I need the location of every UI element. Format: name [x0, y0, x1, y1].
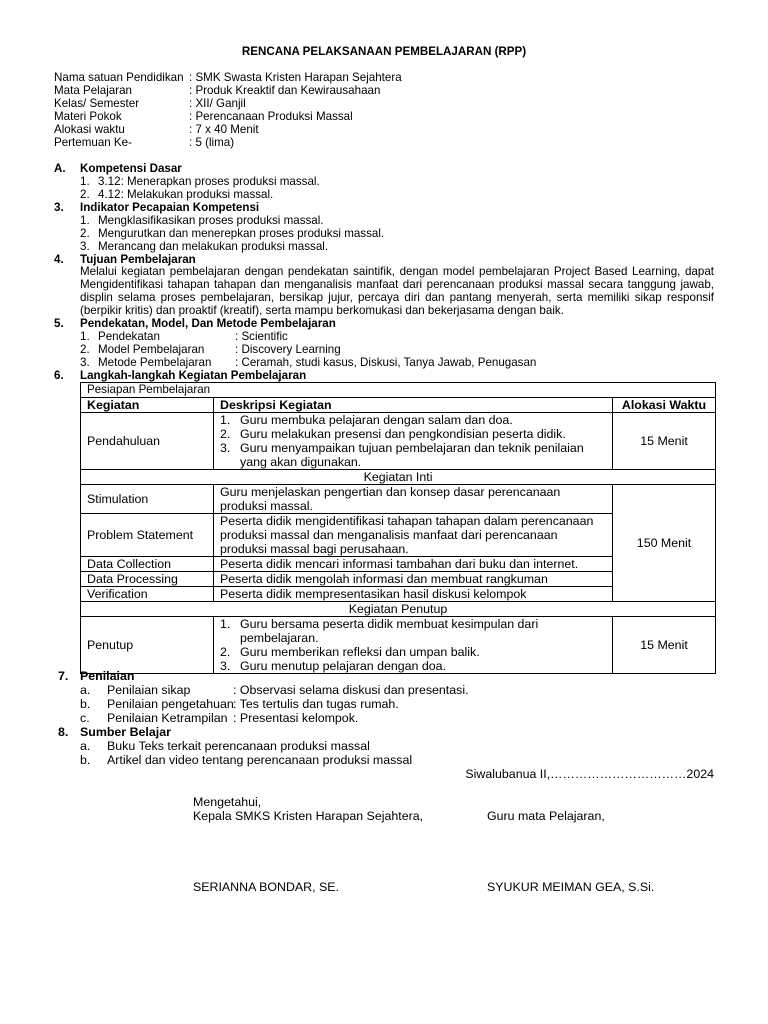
column-header: Deskripsi Kegiatan: [214, 398, 613, 413]
table-row: [81, 485, 716, 514]
activity-time: 15 Menit: [613, 413, 716, 470]
section-heading: Penilaian: [80, 669, 135, 683]
section-label: Kegiatan Penutup: [81, 602, 716, 617]
info-value: : SMK Swasta Kristen Harapan Sejahtera: [189, 71, 402, 84]
info-label: Nama satuan Pendidikan: [54, 71, 184, 84]
activity-name: Data Processing: [81, 572, 214, 587]
section-number: 5.: [54, 317, 64, 330]
activity-name: Stimulation: [81, 485, 214, 514]
activity-description: Peserta didik mempresentasikan hasil diskusi kelompok: [214, 587, 613, 602]
list-value: : Observasi selama diskusi dan presentasi.: [233, 683, 469, 697]
list-value: : Ceramah, studi kasus, Diskusi, Tanya Jawab, Penugasan: [235, 356, 537, 369]
list-item: 4.12: Melakukan produksi massal.: [98, 188, 274, 201]
info-value: : 5 (lima): [189, 136, 235, 149]
section-heading: Indikator Pecapaian Kompetensi: [80, 201, 260, 214]
activity-time: 150 Menit: [613, 485, 716, 602]
activity-name: Penutup: [81, 617, 214, 674]
activity-description: Peserta didik mengidentifikasi tahapan tahapan dalam perencanaan produksi massal dan menganalisis manfaat dari perencanaan produksi massal bagi perusahaan.: [214, 514, 613, 557]
info-value: : Perencanaan Produksi Massal: [189, 110, 353, 123]
section-number: A.: [54, 162, 66, 175]
prep-label: Pesiapan Pembelajaran: [81, 383, 716, 398]
table-row: [81, 470, 716, 485]
list-number: 1.: [80, 214, 90, 227]
list-number: b.: [80, 753, 91, 767]
list-value: : Scientific: [235, 330, 288, 343]
activity-description: Peserta didik mengolah informasi dan membuat rangkuman: [214, 572, 613, 587]
section-heading: Sumber Belajar: [80, 725, 171, 739]
list-item: Mengurutkan dan menerepkan proses produksi massal.: [98, 227, 385, 240]
list-value: : Presentasi kelompok.: [233, 711, 359, 725]
list-number: 2.: [80, 343, 90, 356]
column-header: Kegiatan: [81, 398, 214, 413]
place-date: Siwalubanua II,……………………………2024: [465, 767, 714, 781]
list-number: 3.: [80, 356, 90, 369]
objective-paragraph: Melalui kegiatan pembelajaran dengan pendekatan saintifik, dengan model pembelajaran Project Based Learning, dapat Mengidentifikasi tahapan tahapan dan menganalisis manfaat dari perencanaan produksi massal secara tanggung jawab, displin selama proses pembelajaran, bersikap jujur, percaya diri dan pantang menyerah, serta memiliki sikap responsif (berpikir kritis) dan proaktif (kreatif), serta mampu berkomukasi dan bekerjasama dengan baik.: [80, 265, 714, 317]
list-item: 3.12: Menerapkan proses produksi massal.: [98, 175, 320, 188]
activity-name: Verification: [81, 587, 214, 602]
info-value: : XII/ Ganjil: [189, 97, 246, 110]
info-label: Mata Pelajaran: [54, 84, 132, 97]
list-item: 1. Guru bersama peserta didik membuat kesimpulan dari pembelajaran.: [220, 617, 539, 645]
list-number: a.: [80, 739, 91, 753]
activity-description: [214, 413, 613, 470]
activity-time: 15 Menit: [613, 617, 716, 674]
list-number: 1.: [80, 175, 90, 188]
list-item: 2. Guru melakukan presensi dan pengkondisian peserta didik.: [220, 427, 566, 441]
list-label: Penilaian pengetahuan: [107, 697, 234, 711]
table-header-row: [81, 398, 716, 413]
list-label: Penilaian sikap: [107, 683, 191, 697]
list-value: : Tes tertulis dan tugas rumah.: [233, 697, 399, 711]
table-row: [81, 602, 716, 617]
section-number: 7.: [58, 669, 69, 683]
document-title: RENCANA PELAKSANAAN PEMBELAJARAN (RPP): [241, 45, 527, 58]
section-number: 8.: [58, 725, 69, 739]
list-item: Merancang dan melakukan produksi massal.: [98, 240, 329, 253]
list-item: 2. Guru memberikan refleksi dan umpan balik.: [220, 645, 480, 659]
section-heading: Langkah-langkah Kegiatan Pembelajaran: [80, 369, 307, 382]
list-item: 3. Guru menutup pelajaran dengan doa.: [220, 659, 446, 673]
activity-description: Guru menjelaskan pengertian dan konsep dasar perencanaan produksi massal.: [214, 485, 613, 514]
list-number: c.: [80, 711, 90, 725]
activity-description: [214, 617, 613, 674]
list-item: 3. Guru menyampaikan tujuan pembelajaran dan teknik penilaian yang akan digunakan.: [220, 441, 584, 469]
list-item: 1. Guru membuka pelajaran dengan salam dan doa.: [220, 413, 513, 427]
section-label: Kegiatan Inti: [81, 470, 716, 485]
section-heading: Kompetensi Dasar: [80, 162, 182, 175]
section-heading: Pendekatan, Model, Dan Metode Pembelajaran: [80, 317, 336, 330]
section-number: 4.: [54, 253, 64, 266]
headmaster-title: Kepala SMKS Kristen Harapan Sejahtera,: [193, 809, 424, 823]
table-row: [81, 617, 716, 674]
list-label: Penilaian Ketrampilan: [107, 711, 228, 725]
table-row: [81, 383, 716, 398]
activity-name: Pendahuluan: [81, 413, 214, 470]
teacher-title: Guru mata Pelajaran,: [487, 809, 605, 823]
section-number: 3.: [54, 201, 64, 214]
list-number: a.: [80, 683, 91, 697]
list-number: b.: [80, 697, 91, 711]
acknowledged-label: Mengetahui,: [193, 795, 262, 809]
column-header: Alokasi Waktu: [613, 398, 716, 413]
table-row: [81, 413, 716, 470]
info-value: : 7 x 40 Menit: [189, 123, 259, 136]
list-item: Buku Teks terkait perencanaan produksi massal: [107, 739, 370, 753]
list-number: 3.: [80, 240, 90, 253]
list-value: : Discovery Learning: [235, 343, 341, 356]
list-number: 2.: [80, 227, 90, 240]
activity-name: Data Collection: [81, 557, 214, 572]
teacher-name: SYUKUR MEIMAN GEA, S.Si.: [487, 880, 655, 894]
section-number: 6.: [54, 369, 64, 382]
list-item: Mengklasifikasikan proses produksi massal.: [98, 214, 324, 227]
list-label: Pendekatan: [98, 330, 160, 343]
info-label: Alokasi waktu: [54, 123, 125, 136]
headmaster-name: SERIANNA BONDAR, SE.: [193, 880, 339, 894]
info-label: Kelas/ Semester: [54, 97, 140, 110]
activity-table: [80, 382, 716, 674]
list-number: 1.: [80, 330, 90, 343]
info-value: : Produk Kreaktif dan Kewirausahaan: [189, 84, 381, 97]
list-number: 2.: [80, 188, 90, 201]
list-item: Artikel dan video tentang perencanaan produksi massal: [107, 753, 413, 767]
section-heading: Tujuan Pembelajaran: [80, 253, 196, 266]
list-label: Model Pembelajaran: [98, 343, 205, 356]
activity-description: Peserta didik mencari informasi tambahan dari buku dan internet.: [214, 557, 613, 572]
list-label: Metode Pembelajaran: [98, 356, 212, 369]
activity-name: Problem Statement: [81, 514, 214, 557]
info-label: Pertemuan Ke-: [54, 136, 132, 149]
info-label: Materi Pokok: [54, 110, 122, 123]
